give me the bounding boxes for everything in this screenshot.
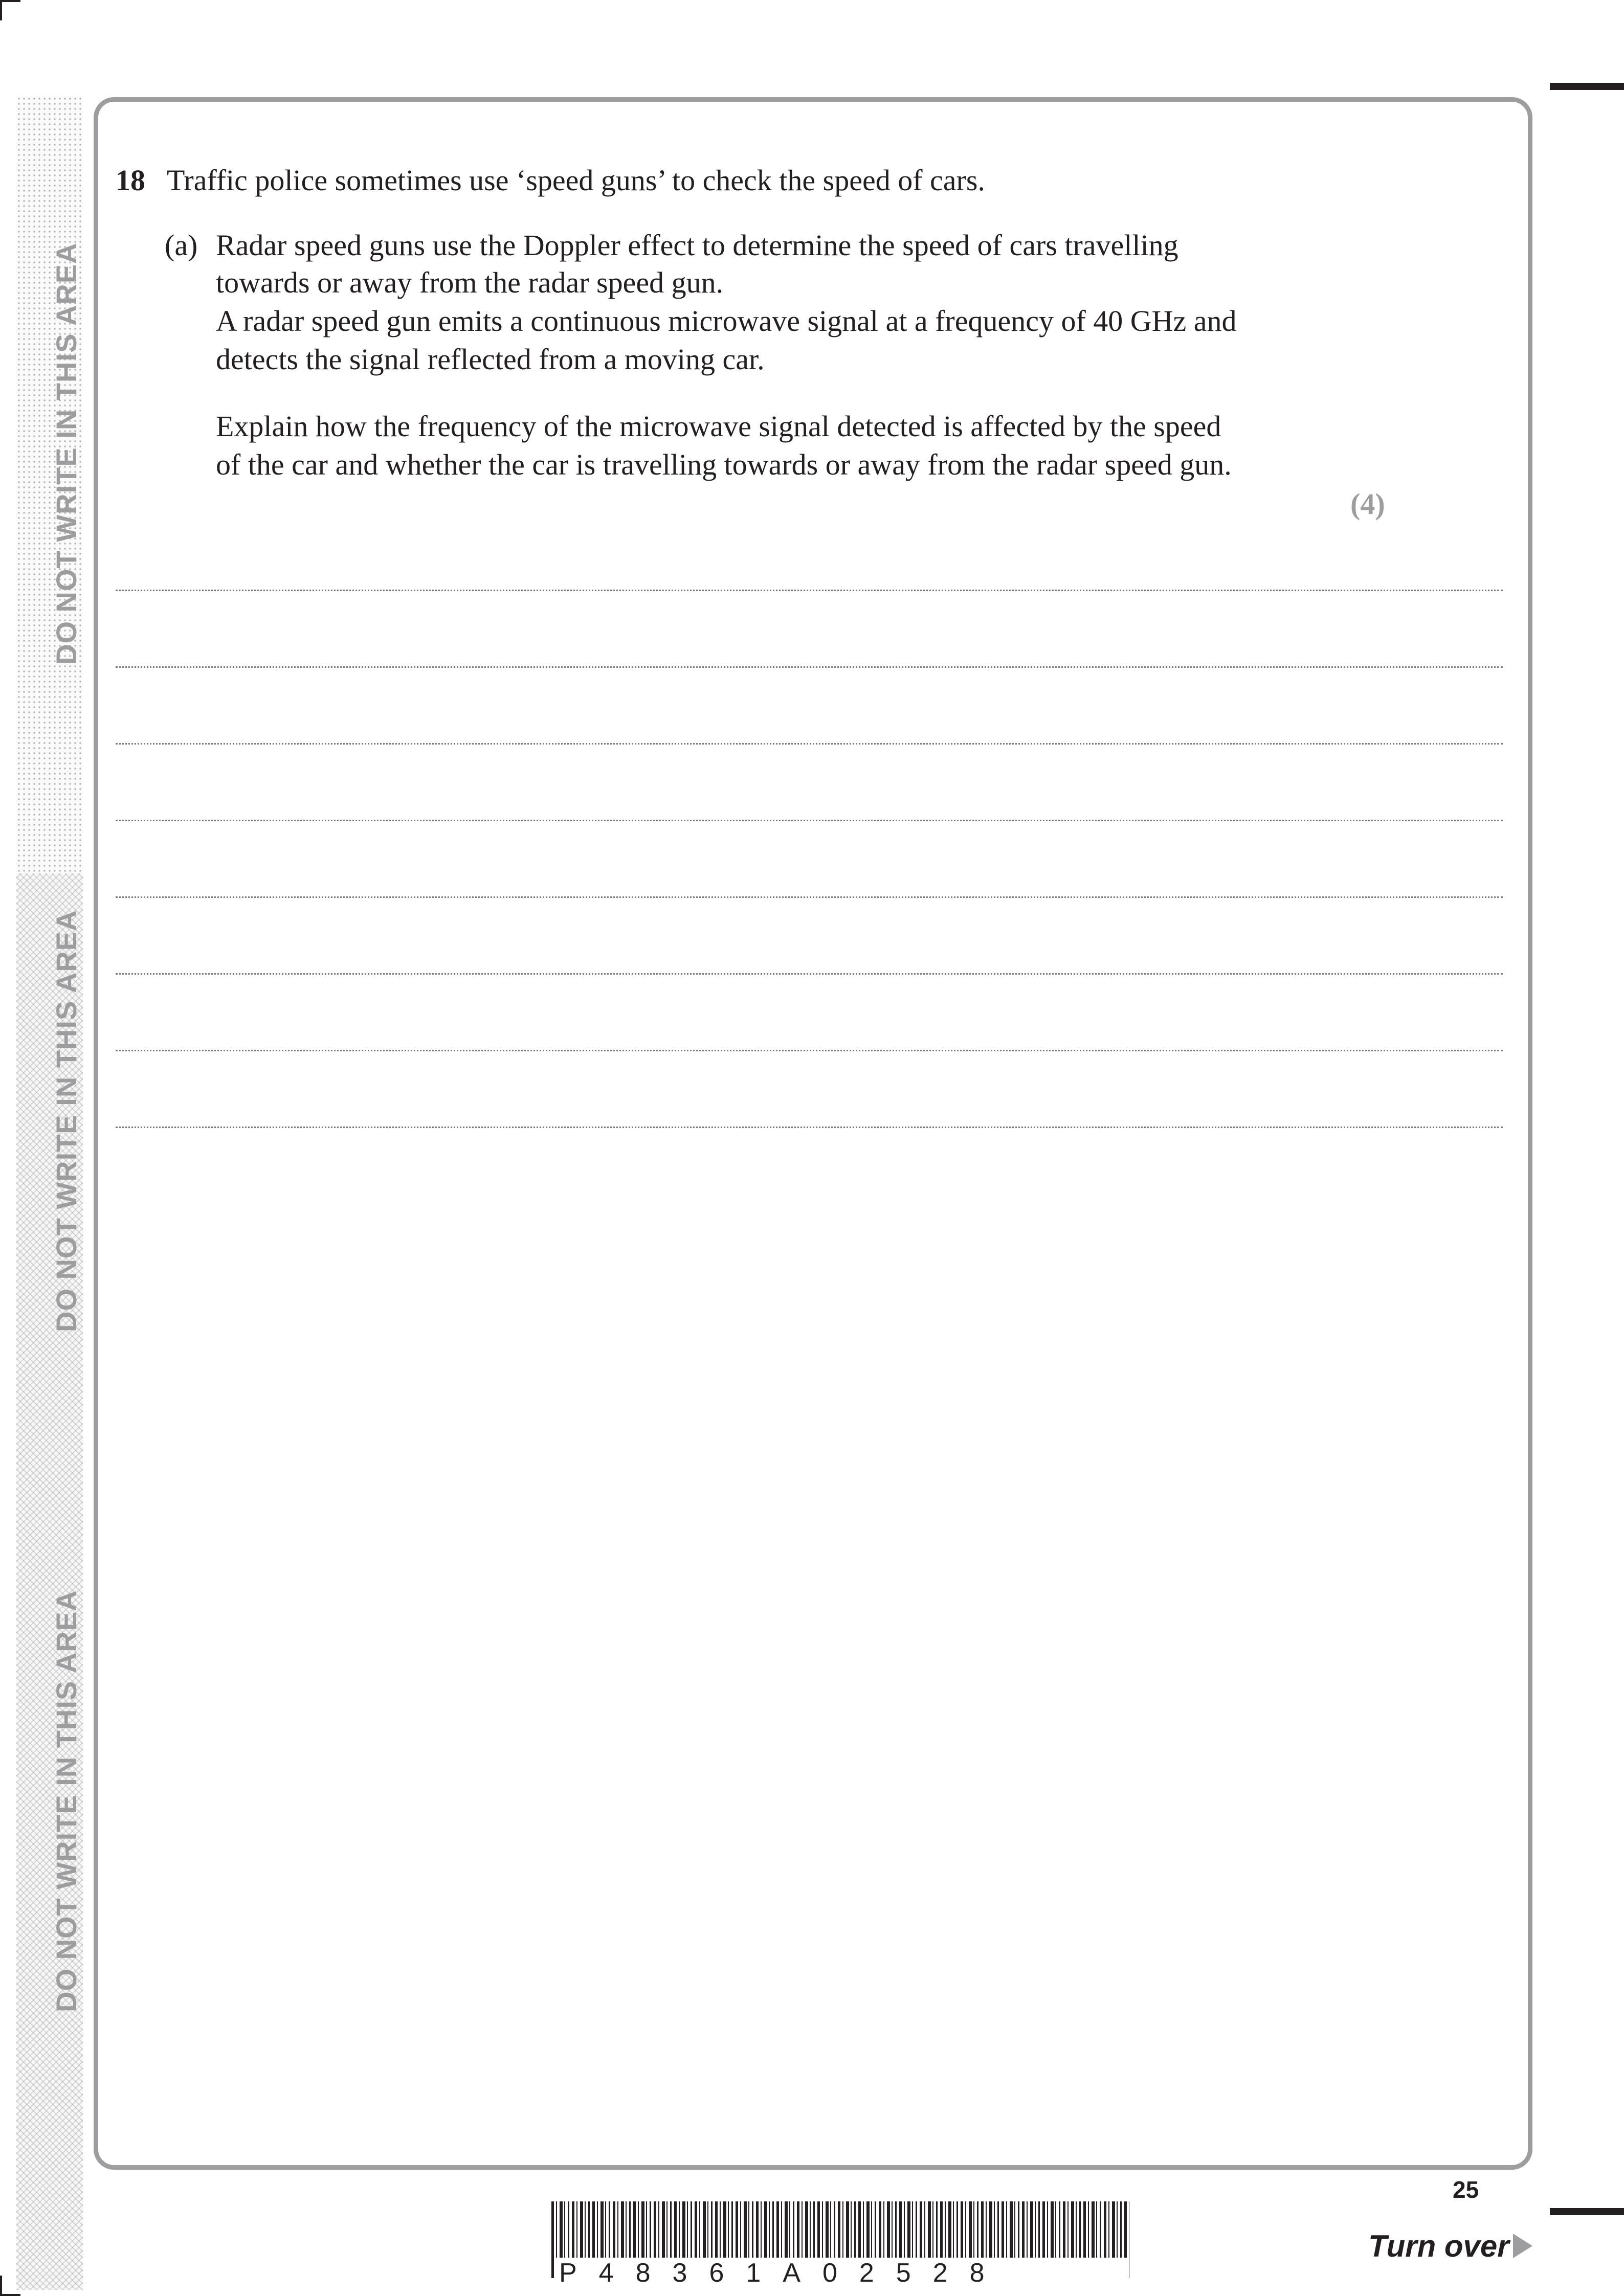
part-a-line-1: Radar speed guns use the Doppler effect to determine the speed of cars travelling	[216, 229, 1178, 262]
margin-warning-3: DO NOT WRITE IN THIS AREA	[50, 1590, 82, 2012]
registration-mark-top-right	[1550, 83, 1624, 90]
margin-warning-1: DO NOT WRITE IN THIS AREA	[50, 242, 82, 665]
answer-line[interactable]	[116, 743, 1503, 745]
question-stem: Traffic police sometimes use ‘speed guns’ to check the speed of cars.	[167, 164, 985, 197]
answer-line[interactable]	[116, 896, 1503, 898]
part-a-label: (a)	[165, 229, 198, 262]
answer-line[interactable]	[116, 590, 1503, 591]
margin-warning-2: DO NOT WRITE IN THIS AREA	[50, 910, 82, 1332]
answer-line[interactable]	[116, 1127, 1503, 1128]
question-number: 18	[116, 164, 145, 197]
answer-line[interactable]	[116, 820, 1503, 821]
part-a-line-4: detects the signal reflected from a moving car.	[216, 343, 765, 376]
answer-line[interactable]	[116, 973, 1503, 975]
part-a-line-2: towards or away from the radar speed gun.	[216, 266, 724, 299]
crop-mark-bottom-left-horizontal	[0, 2294, 20, 2296]
part-a-line-5: Explain how the frequency of the microwave signal detected is affected by the speed	[216, 410, 1221, 443]
barcode-text: P48361A02528	[555, 2258, 1127, 2288]
turn-over-arrow-icon	[1513, 2234, 1532, 2258]
crop-mark-top-left-vertical	[0, 0, 2, 20]
registration-mark-bottom-right	[1550, 2208, 1624, 2215]
marks-indicator: (4)	[1350, 487, 1385, 521]
answer-line[interactable]	[116, 1050, 1503, 1051]
part-a-line-3: A radar speed gun emits a continuous microwave signal at a frequency of 40 GHz and	[216, 304, 1237, 337]
crop-mark-bottom-left-vertical	[0, 2276, 2, 2296]
page-number: 25	[1453, 2176, 1479, 2203]
answer-line[interactable]	[116, 666, 1503, 668]
turn-over-label: Turn over	[1368, 2229, 1509, 2263]
part-a-line-6: of the car and whether the car is travelling towards or away from the radar speed gun.	[216, 448, 1232, 481]
crop-mark-top-left-horizontal	[0, 0, 20, 2]
